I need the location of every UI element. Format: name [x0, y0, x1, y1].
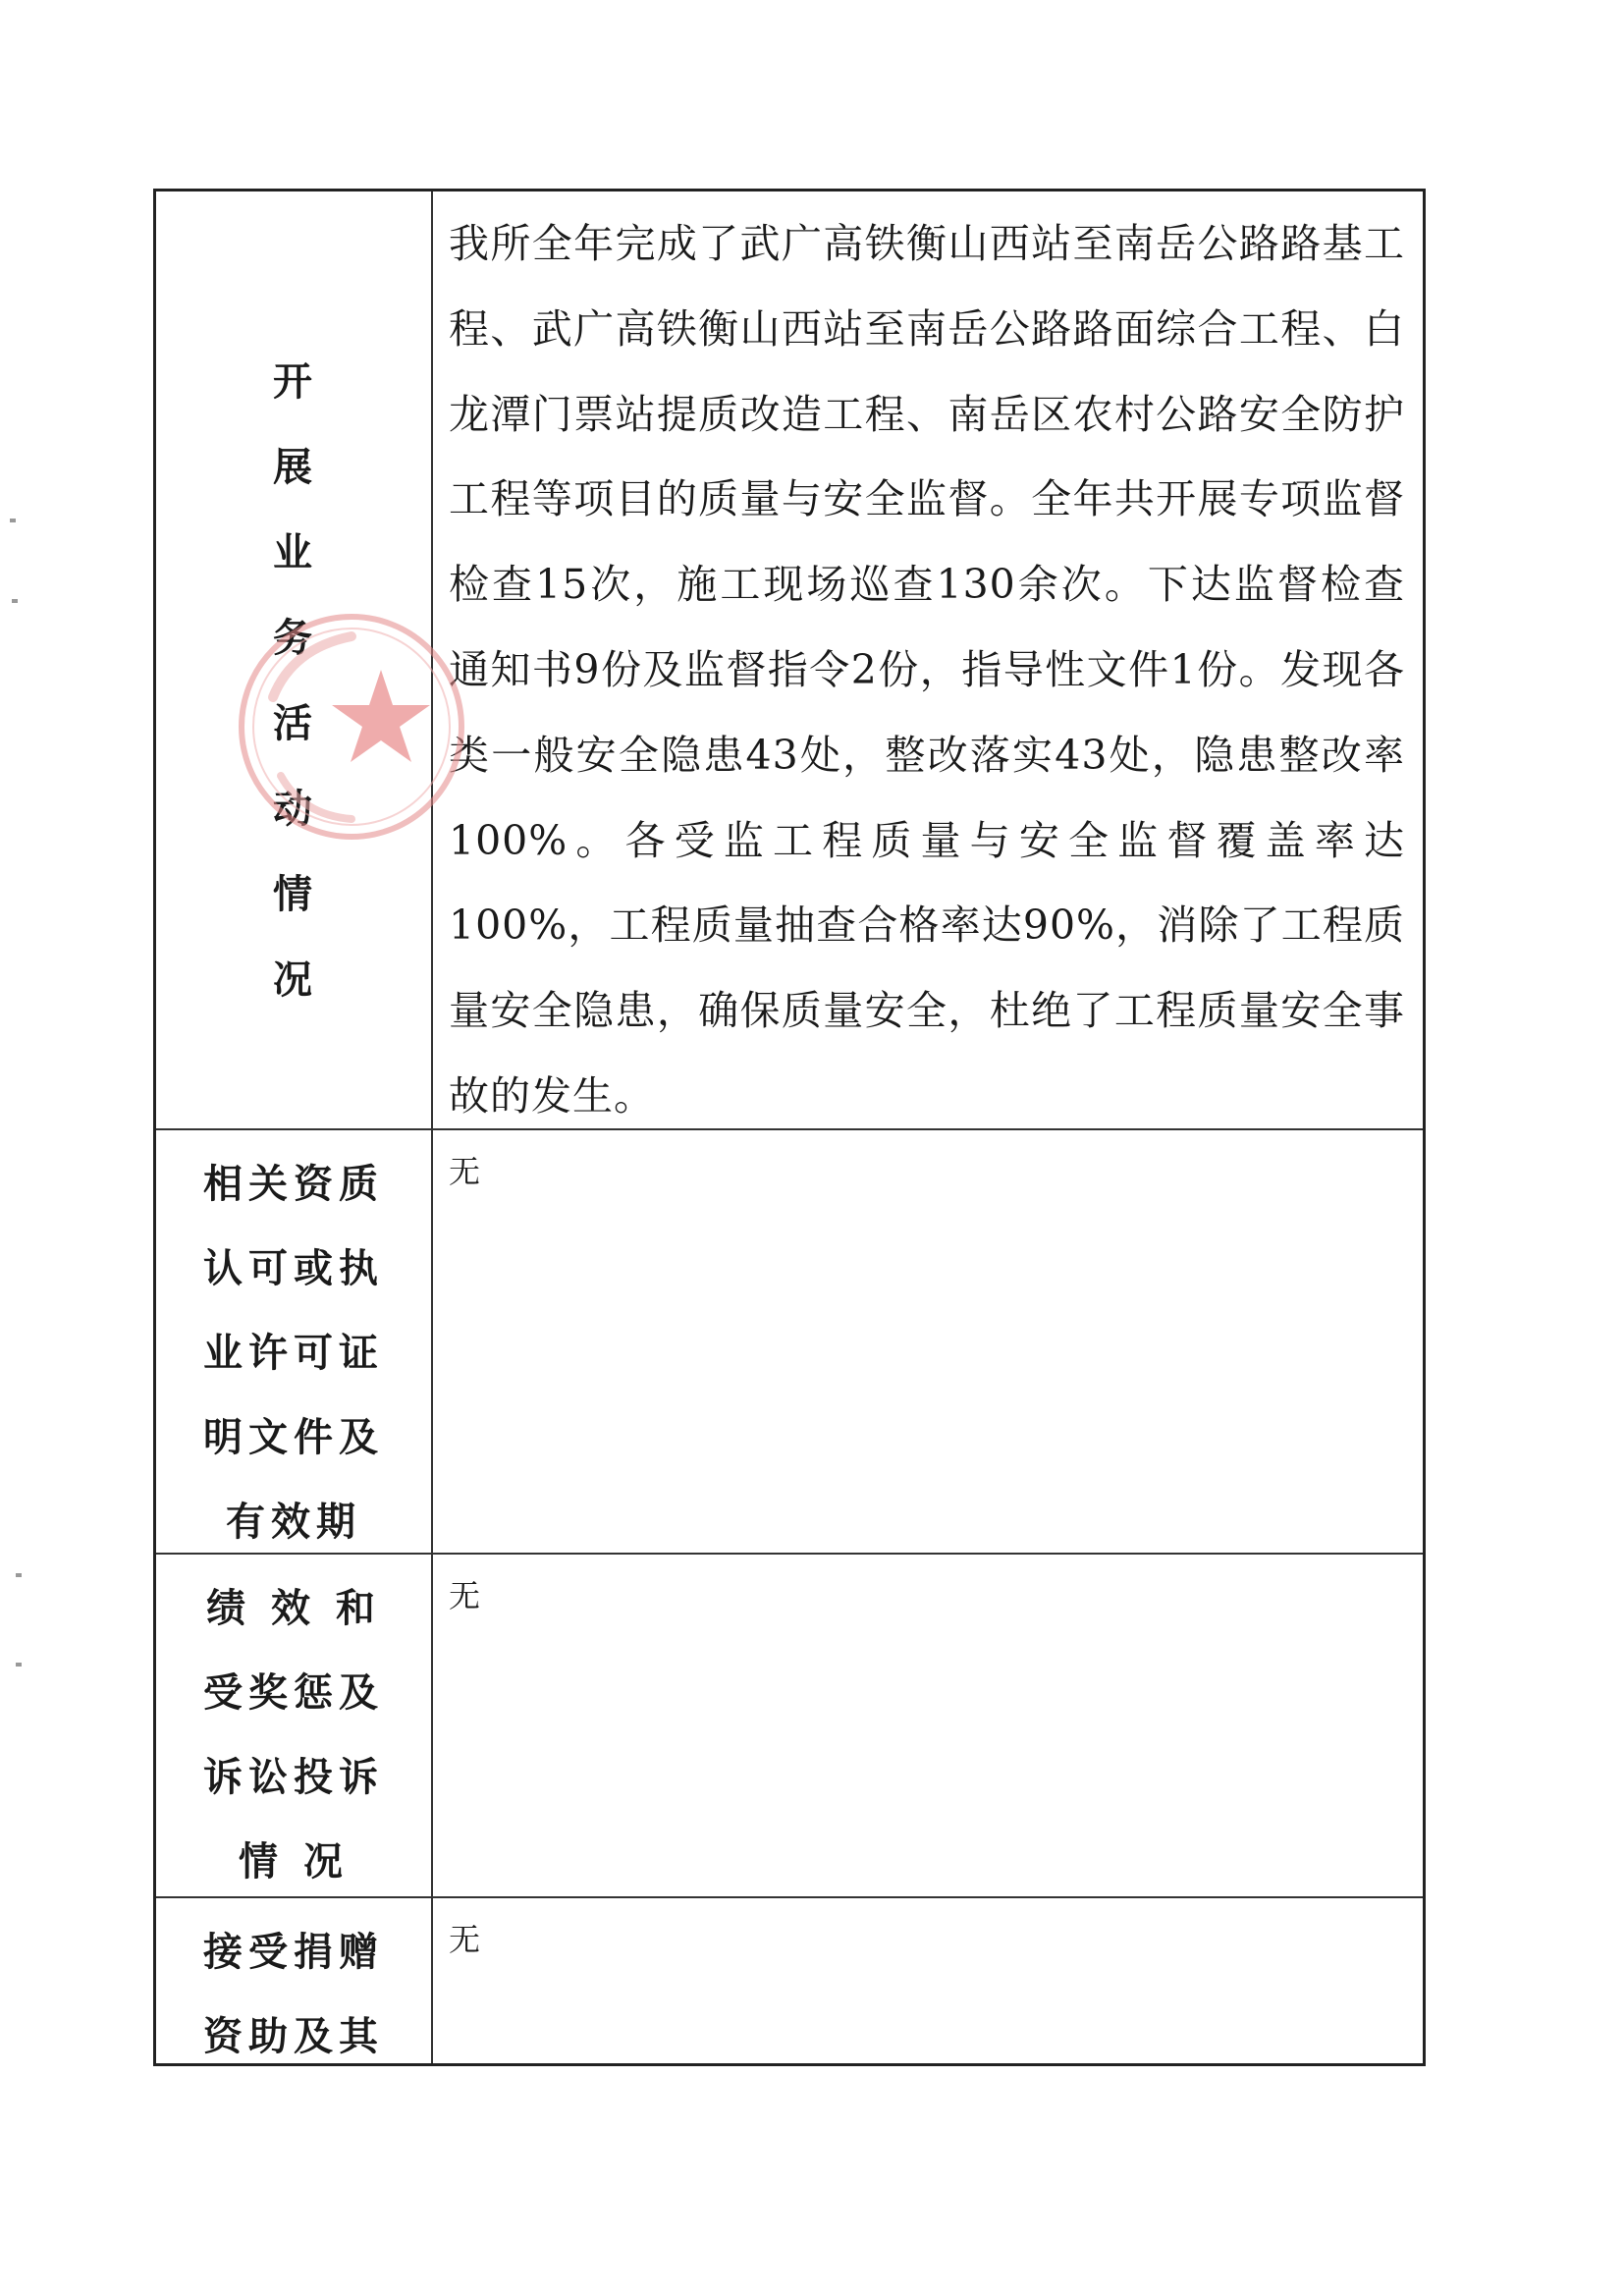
label-char: 动	[273, 786, 314, 832]
row-content-business-activities: 我所全年完成了武广高铁衡山西站至南岳公路路基工程、武广高铁衡山西站至南岳公路路面综合工程、白龙潭门票站提质改造工程、南岳区农村公路安全防护工程等项目的质量与安全监督。全年共开展专项监督检查15次，施工现场巡查130余次。下达监督检查通知书9份及监督指令2份，指导性文件1份。发现各类一般安全隐患43处，整改落实43处，隐患整改率100%。各受监工程质量与安全监督覆盖率达100%，工程质量抽查合格率达90%，消除了工程质量安全隐患，确保质量安全，杜绝了工程质量安全事故的发生。	[449, 220, 1405, 1120]
label-line: 业许可证	[203, 1330, 384, 1376]
table-row	[156, 1898, 1423, 2063]
label-char: 展	[273, 444, 314, 490]
table-row	[156, 1555, 1423, 1898]
row-content-qualifications: 无	[449, 1153, 482, 1190]
label-char: 况	[273, 957, 314, 1003]
label-char: 活	[273, 700, 314, 746]
label-line: 接受捐赠	[203, 1929, 384, 1975]
scan-mark	[16, 1663, 22, 1667]
scan-mark	[16, 1573, 22, 1577]
label-line: 相关资质	[203, 1161, 384, 1207]
label-line: 明文件及	[203, 1414, 384, 1460]
label-char: 务	[273, 615, 314, 661]
label-line: 诉讼投诉	[203, 1754, 384, 1800]
label-char: 开	[273, 358, 314, 405]
label-char: 业	[273, 529, 314, 575]
label-char: 情	[273, 871, 314, 917]
label-line: 有效期	[226, 1499, 361, 1545]
info-table	[153, 189, 1426, 2066]
vertical-label	[156, 339, 431, 1022]
label-line: 绩 效 和	[206, 1585, 381, 1631]
scan-mark	[10, 519, 16, 522]
label-line: 资助及其	[203, 2013, 384, 2059]
scan-mark	[12, 599, 18, 603]
row-content-donations: 无	[449, 1921, 482, 1958]
row-label-business-activities	[156, 191, 433, 1128]
row-label-performance	[156, 1555, 433, 1896]
label-line: 情 况	[239, 1838, 349, 1885]
table-row	[156, 1130, 1423, 1555]
multi-line-label	[156, 1555, 431, 1904]
label-line: 受奖惩及	[203, 1669, 384, 1716]
row-label-qualifications	[156, 1130, 433, 1553]
row-label-donations	[156, 1898, 433, 2063]
row-content-performance: 无	[449, 1577, 482, 1614]
table-row	[156, 191, 1423, 1130]
label-line: 认可或执	[203, 1245, 384, 1291]
multi-line-label	[156, 1898, 431, 2079]
multi-line-label	[156, 1130, 431, 1564]
